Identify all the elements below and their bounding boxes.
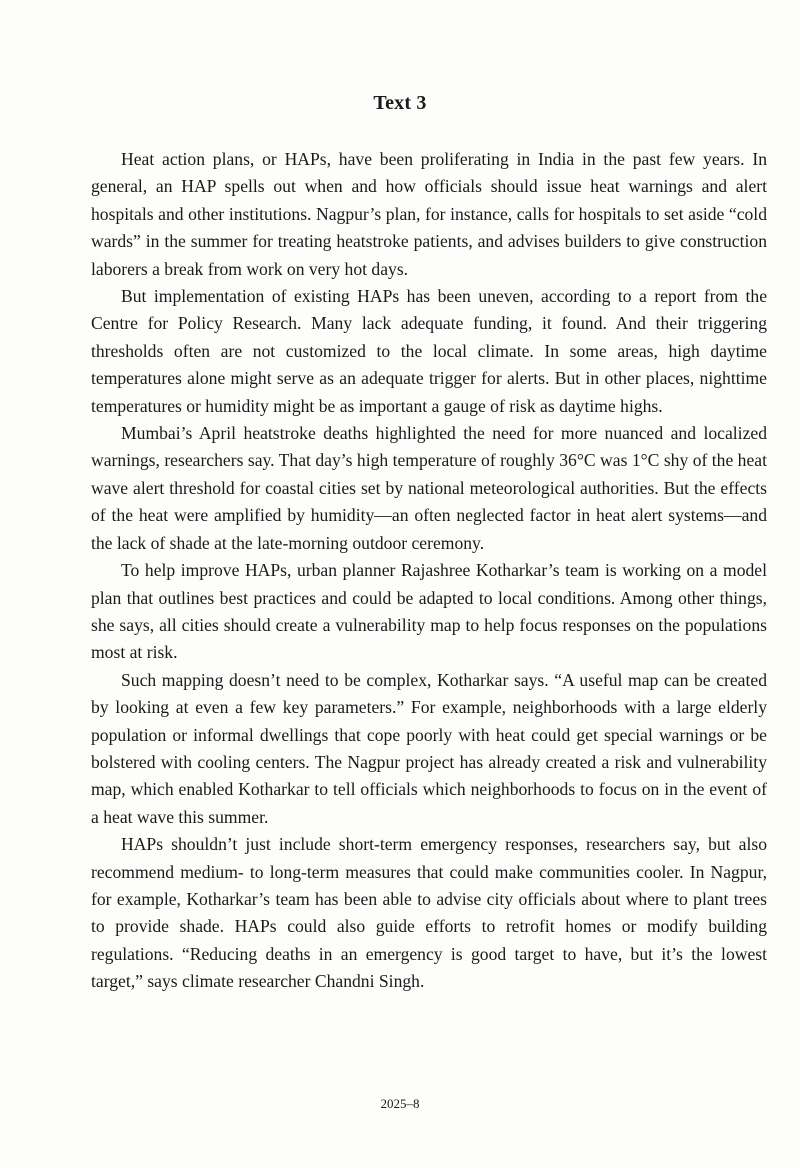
paragraph-2: But implementation of existing HAPs has been uneven, according to a report from the Centre for Policy Research. Many lack adequate funding, it found. And their triggering thresholds often are not customized to the local climate. In some areas, high daytime temperatures alone might serve as an adequate trigger for alerts. But in other places, nighttime temperatures or humidity might be as important a gauge of risk as daytime highs.	[91, 286, 767, 416]
article-body	[91, 146, 767, 996]
paragraph-3: Mumbai’s April heatstroke deaths highlighted the need for more nuanced and localized warnings, researchers say. That day’s high temperature of roughly 36°C was 1°C shy of the heat wave alert threshold for coastal cities set by national meteorological authorities. But the effects of the heat were amplified by humidity—an often neglected factor in heat alert systems—and the lack of shade at the late-morning outdoor ceremony.	[91, 423, 767, 553]
paragraph-4: To help improve HAPs, urban planner Rajashree Kotharkar’s team is working on a model plan that outlines best practices and could be adapted to local conditions. Among other things, she says, all cities should create a vulnerability map to help focus responses on the populations most at risk.	[91, 560, 767, 663]
paragraph-1: Heat action plans, or HAPs, have been proliferating in India in the past few years. In general, an HAP spells out when and how officials should issue heat warnings and alert hospitals and other institutions. Nagpur’s plan, for instance, calls for hospitals to set aside “cold wards” in the summer for treating heatstroke patients, and advises builders to give construction laborers a break from work on very hot days.	[91, 149, 767, 279]
paragraph-6: HAPs shouldn’t just include short-term emergency responses, researchers say, but also recommend medium- to long-term measures that could make communities cooler. In Nagpur, for example, Kotharkar’s team has been able to advise city officials about where to plant trees to provide shade. HAPs could also guide efforts to retrofit homes or modify building regulations. “Reducing deaths in an emergency is good target to have, but it’s the lowest target,” says climate researcher Chandni Singh.	[91, 834, 767, 992]
page-number: 2025–8	[380, 1096, 420, 1111]
page-title: Text 3	[373, 92, 427, 114]
paragraph-5: Such mapping doesn’t need to be complex, Kotharkar says. “A useful map can be created by looking at even a few key parameters.” For example, neighborhoods with a large elderly population or informal dwellings that cope poorly with heat could get special warnings or be bolstered with cooling centers. The Nagpur project has already created a risk and vulnerability map, which enabled Kotharkar to tell officials which neighborhoods to focus on in the event of a heat wave this summer.	[91, 669, 767, 827]
